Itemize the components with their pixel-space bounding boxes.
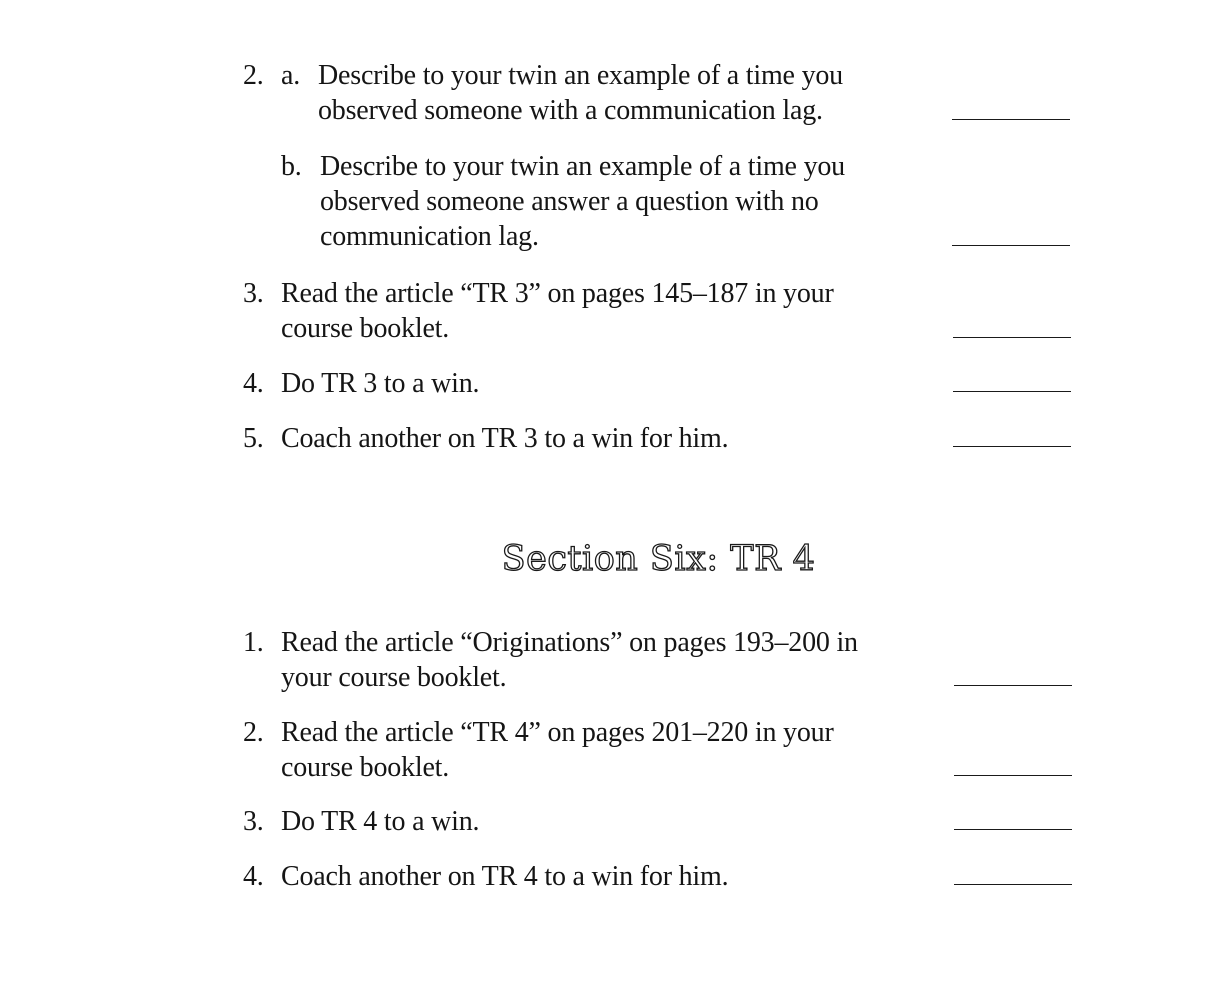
completion-blank[interactable] (952, 245, 1070, 246)
completion-blank[interactable] (953, 337, 1071, 338)
item-text: Coach another on TR 3 to a win for him. (281, 423, 729, 454)
completion-blank[interactable] (954, 775, 1072, 776)
completion-blank[interactable] (954, 685, 1072, 686)
item-text: Read the article “Originations” on pages 193–200 in your course booklet. (281, 627, 858, 693)
item-number: 5. (243, 423, 264, 454)
item-sub-label: b. (281, 151, 302, 182)
item-text: Describe to your twin an example of a time you observed someone with a communication lag. (318, 60, 843, 126)
item-number: 2. (243, 717, 264, 748)
item-number: 4. (243, 368, 264, 399)
item-number: 4. (243, 861, 264, 892)
item-number: 3. (243, 278, 264, 309)
completion-blank[interactable] (953, 391, 1071, 392)
item-number: 1. (243, 627, 264, 658)
item-text: Do TR 4 to a win. (281, 806, 480, 837)
item-number: 3. (243, 806, 264, 837)
completion-blank[interactable] (953, 446, 1071, 447)
item-text: Do TR 3 to a win. (281, 368, 480, 399)
item-number: 2. (243, 60, 264, 91)
item-text: Read the article “TR 4” on pages 201–220 in your course booklet. (281, 717, 834, 783)
completion-blank[interactable] (952, 119, 1070, 120)
completion-blank[interactable] (954, 884, 1072, 885)
item-sub-label: a. (281, 60, 301, 91)
completion-blank[interactable] (954, 829, 1072, 830)
item-text: Read the article “TR 3” on pages 145–187 in your course booklet. (281, 278, 834, 344)
section-title: Section Six: TR 4 (501, 539, 816, 579)
item-text: Describe to your twin an example of a time you observed someone answer a question with no communication lag. (320, 151, 845, 252)
item-text: Coach another on TR 4 to a win for him. (281, 861, 729, 892)
